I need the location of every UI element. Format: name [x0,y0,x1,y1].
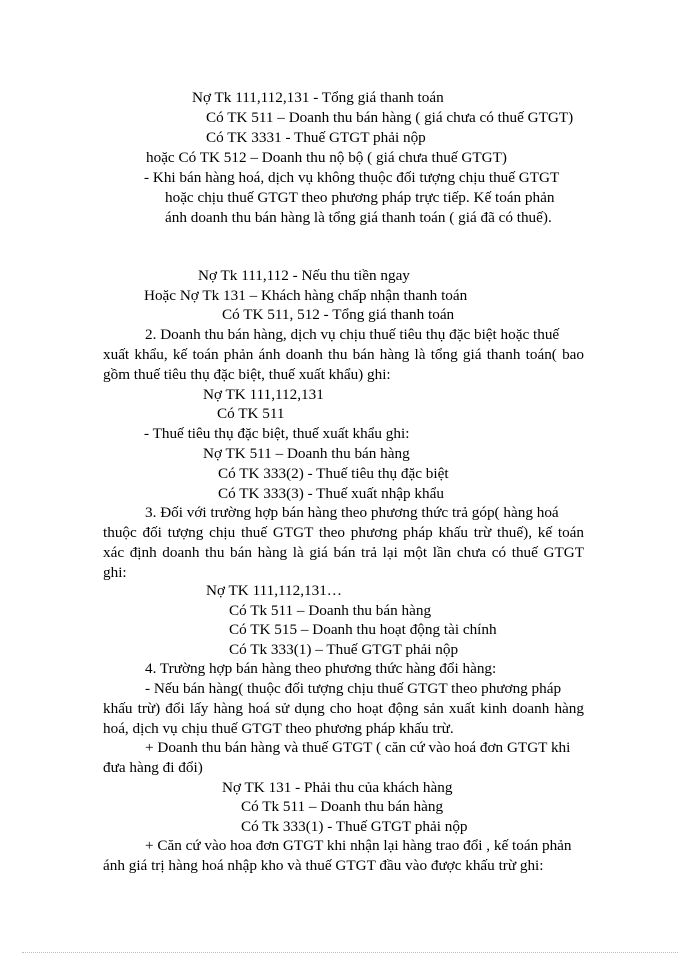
bullet-barter-sales: - Nếu bán hàng( thuộc đối tượng chịu thuế GTGT theo phương pháp [145,680,562,697]
entry-debit-tk111-112-131: Nợ TK 111,112,131 [203,386,324,403]
entry-credit-tk3331: Có Tk 333(1) – Thuế GTGT phải nộp [229,641,459,658]
paragraph-line: thuộc đối tượng chịu thuế GTGT theo phương pháp khấu trừ thuế), kế toán [103,524,584,541]
entry-debit-tk131: Hoặc Nợ Tk 131 – Khách hàng chấp nhận thanh toán [144,287,468,304]
paragraph-line: hoặc chịu thuế GTGT theo phương pháp trực tiếp. Kế toán phản [165,189,555,206]
entry-debit-tk111-112-131: Nợ Tk 111,112,131 - Tổng giá thanh toán [192,89,444,106]
page-bottom-divider [22,952,678,953]
entry-debit-tk111-112: Nợ Tk 111,112 - Nếu thu tiền ngay [198,267,410,284]
entry-credit-tk512: hoặc Có TK 512 – Doanh thu nộ bộ ( giá chưa thuế GTGT) [146,149,507,166]
entry-credit-tk511: Có TK 511 [217,405,285,422]
entry-credit-tk3331: Có Tk 333(1) - Thuế GTGT phải nộp [241,818,468,835]
section-2-heading: 2. Doanh thu bán hàng, dịch vụ chịu thuế tiêu thụ đặc biệt hoặc thuế [145,326,560,343]
paragraph-line: ánh giá trị hàng hoá nhập kho và thuế GTGT đầu vào được khấu trừ ghi: [103,857,544,874]
entry-credit-tk511: Có Tk 511 – Doanh thu bán hàng [229,602,432,619]
entry-credit-tk3333: Có TK 333(3) - Thuế xuất nhập khẩu [218,485,444,502]
bullet-revenue-and-vat: + Doanh thu bán hàng và thuế GTGT ( căn cứ vào hoá đơn GTGT khi [145,739,571,756]
entry-debit-tk131: Nợ TK 131 - Phải thu của khách hàng [222,779,453,796]
paragraph-line: xác định doanh thu bán hàng là giá bán trả lại một lần chưa có thuế GTGT [103,544,584,561]
paragraph-line: hoá, dịch vụ chịu thuế GTGT theo phương pháp khấu trừ. [103,720,454,737]
entry-credit-tk511: Có TK 511 – Doanh thu bán hàng ( giá chưa có thuế GTGT) [206,109,574,126]
entry-debit-tk511: Nợ TK 511 – Doanh thu bán hàng [203,445,410,462]
paragraph-line: ánh doanh thu bán hàng là tổng giá thanh toán ( giá đã có thuế). [165,209,552,226]
section-4-heading: 4. Trường hợp bán hàng theo phương thức hàng đổi hàng: [145,660,497,677]
bullet-special-tax: - Thuế tiêu thụ đặc biệt, thuế xuất khẩu ghi: [144,425,410,442]
paragraph-line: đưa hàng đi đổi) [103,759,203,776]
entry-credit-tk511: Có Tk 511 – Doanh thu bán hàng [241,798,444,815]
entry-credit-tk3332: Có TK 333(2) - Thuế tiêu thụ đặc biệt [218,465,449,482]
entry-credit-tk515: Có TK 515 – Doanh thu hoạt động tài chính [229,621,497,638]
entry-credit-tk511-512: Có TK 511, 512 - Tổng giá thanh toán [222,306,455,323]
section-3-heading: 3. Đối với trường hợp bán hàng theo phương thức trả góp( hàng hoá [145,504,559,521]
paragraph-line: ghi: [103,564,127,581]
entry-debit-tk111-112-131: Nợ TK 111,112,131… [206,582,342,599]
paragraph-line: xuất khẩu, kế toán phản ánh doanh thu bán hàng là tổng giá thanh toán( bao [103,346,584,363]
paragraph-line: gồm thuế tiêu thụ đặc biệt, thuế xuất khẩu) ghi: [103,366,391,383]
entry-credit-tk3331: Có TK 3331 - Thuế GTGT phải nộp [206,129,426,146]
bullet-goods-received: + Căn cứ vào hoa đơn GTGT khi nhận lại hàng trao đổi , kế toán phản [145,837,572,854]
bullet-non-vat-sales: - Khi bán hàng hoá, dịch vụ không thuộc đối tượng chịu thuế GTGT [144,169,560,186]
paragraph-line: khấu trừ) đổi lấy hàng hoá sử dụng cho hoạt động sản xuất kinh doanh hàng [103,700,584,717]
